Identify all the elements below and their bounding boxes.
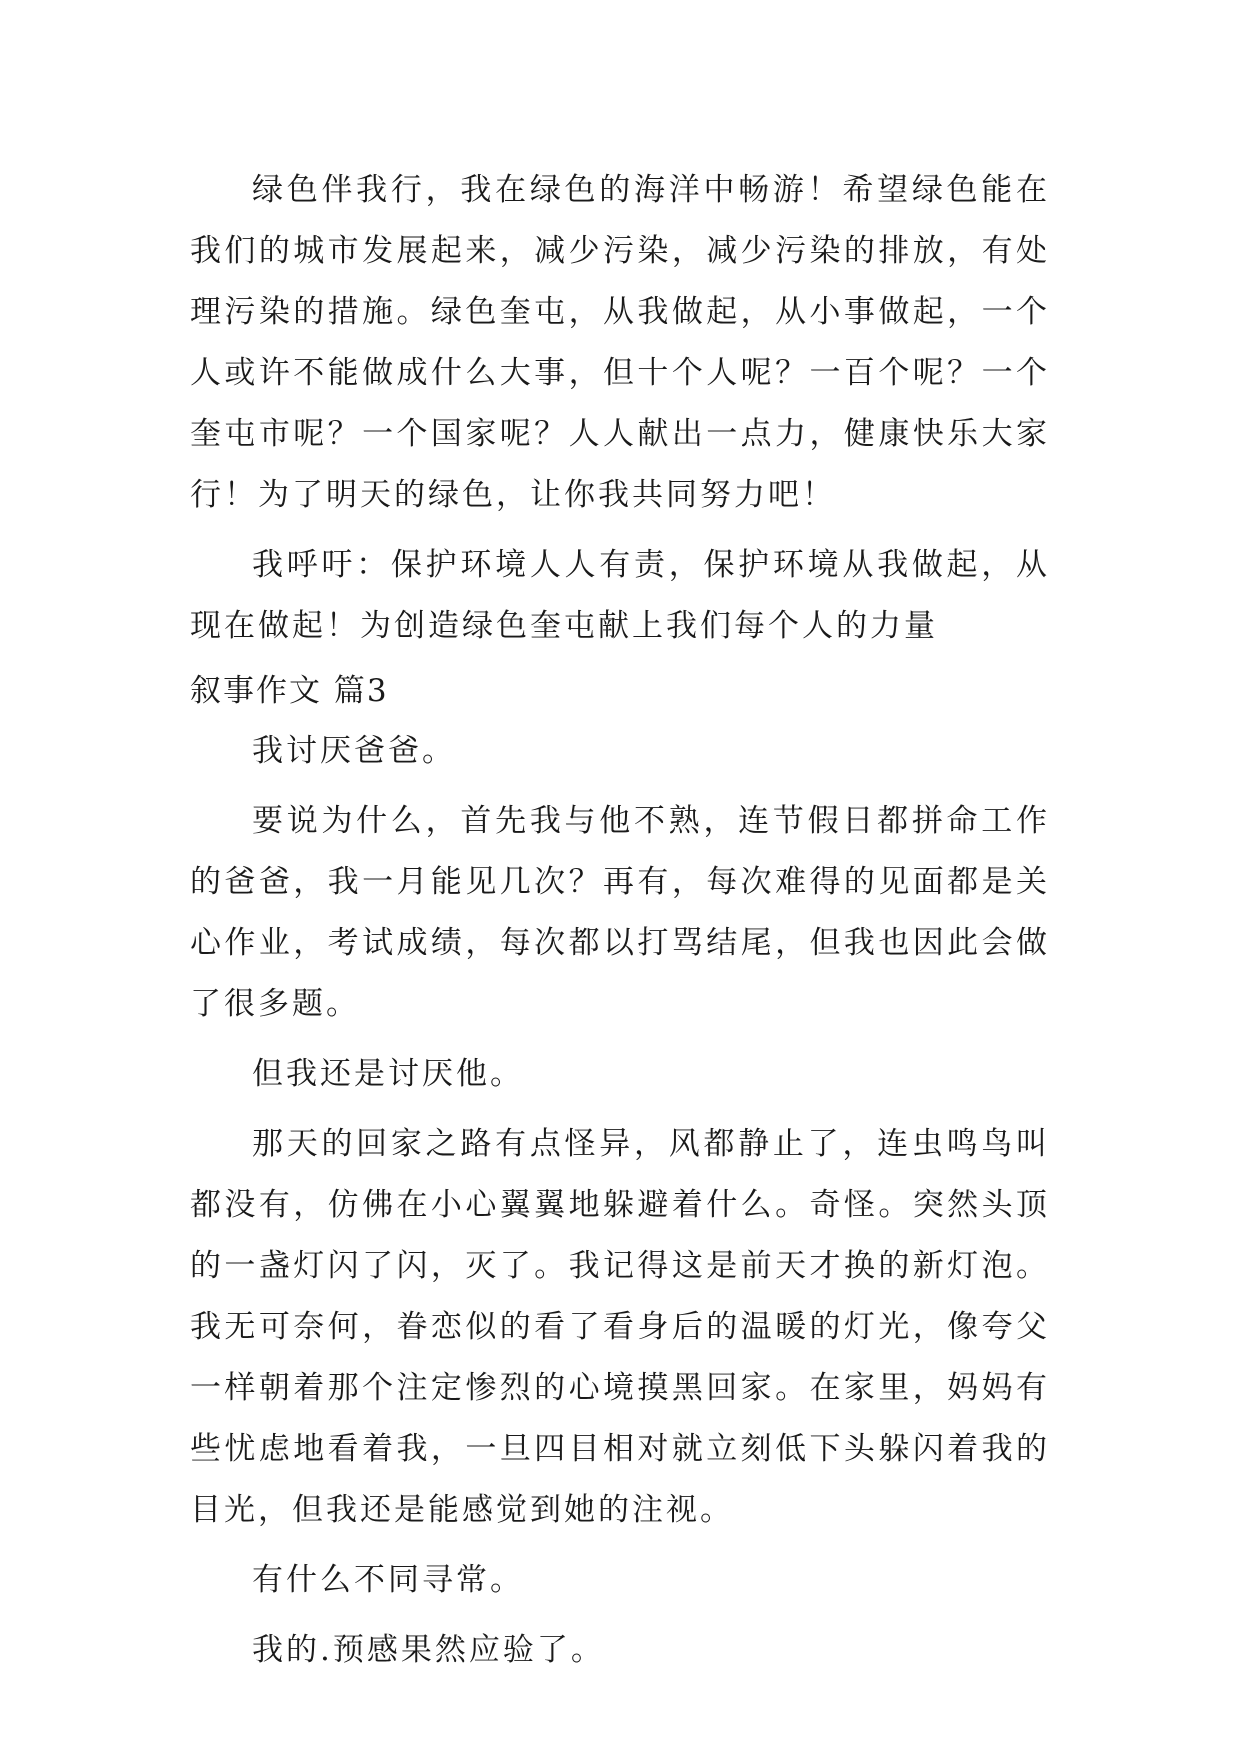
- paragraph: 但我还是讨厌他。: [252, 1056, 524, 1092]
- paragraph: 要说为什么，首先我与他不熟，连节假日都拼命工作的爸爸，我一月能见几次？再有，每次难得的见面都是关心作业，考试成绩，每次都以打骂结尾，但我也因此会做了很多题。: [190, 803, 1050, 1022]
- paragraph: 我的.预感果然应验了。: [252, 1632, 605, 1668]
- paragraph: 我讨厌爸爸。: [252, 733, 456, 769]
- paragraph: 我呼吁：保护环境人人有责，保护环境从我做起，从现在做起！为创造绿色奎屯献上我们每个人的力量: [190, 547, 1050, 644]
- paragraph: 绿色伴我行，我在绿色的海洋中畅游！希望绿色能在我们的城市发展起来，减少污染，减少污染的排放，有处理污染的措施。绿色奎屯，从我做起，从小事做起，一个人或许不能做成什么大事，但十个人呢？一百个呢？一个奎屯市呢？一个国家呢？人人献出一点力，健康快乐大家行！为了明天的绿色，让你我共同努力吧！: [190, 172, 1050, 513]
- paragraph: 那天的回家之路有点怪异，风都静止了，连虫鸣鸟叫都没有，仿佛在小心翼翼地躲避着什么。奇怪。突然头顶的一盏灯闪了闪，灭了。我记得这是前天才换的新灯泡。我无可奈何，眷恋似的看了看身后的温暖的灯光，像夸父一样朝着那个注定惨烈的心境摸黑回家。在家里，妈妈有些忧虑地看着我，一旦四目相对就立刻低下头躲闪着我的目光，但我还是能感觉到她的注视。: [190, 1126, 1050, 1528]
- document-page: [190, 160, 1050, 1690]
- paragraph: 有什么不同寻常。: [252, 1562, 524, 1598]
- section-heading: 叙事作文 篇3: [190, 673, 389, 709]
